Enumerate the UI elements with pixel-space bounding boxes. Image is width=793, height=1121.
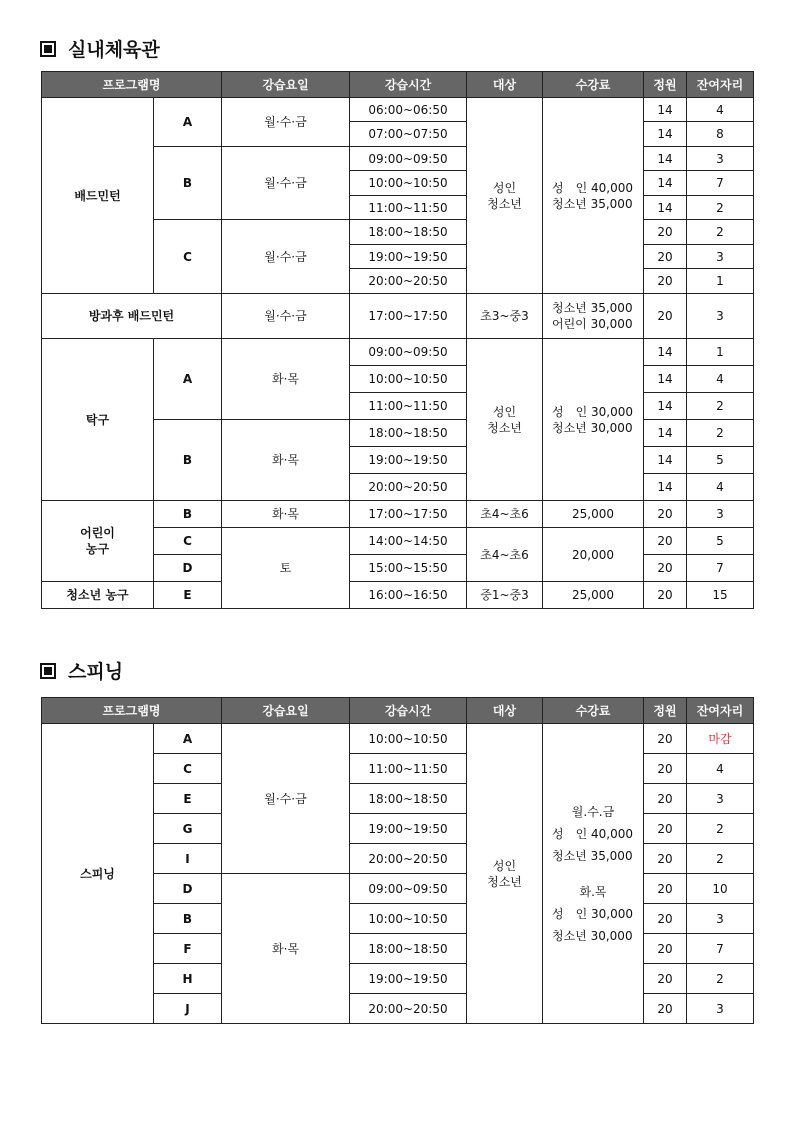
- fee-line: 어린이 30,000: [552, 317, 633, 331]
- section-title-text: 스피닝: [68, 661, 124, 683]
- class-code: J: [154, 994, 222, 1024]
- class-days: 화·목: [222, 339, 350, 420]
- capacity: 20: [644, 784, 687, 814]
- class-time: 19:00~19:50: [350, 245, 467, 269]
- table-row: [42, 98, 754, 122]
- class-code: I: [154, 844, 222, 874]
- class-days: 월·수·금: [222, 98, 350, 147]
- class-time: 18:00~18:50: [350, 784, 467, 814]
- class-time: 20:00~20:50: [350, 994, 467, 1024]
- capacity: 14: [644, 122, 687, 147]
- class-time: 09:00~09:50: [350, 339, 467, 366]
- fee-line: 성 인 40,000: [552, 180, 633, 195]
- table-row: [42, 582, 754, 609]
- target-cell: 초4~초6: [467, 501, 543, 528]
- header-days: 강습요일: [222, 698, 350, 724]
- fee-cell: [543, 98, 644, 294]
- class-time: 07:00~07:50: [350, 122, 467, 147]
- class-code: D: [154, 874, 222, 904]
- class-days: 화·목: [222, 874, 350, 1024]
- target-cell: 초4~초6: [467, 528, 543, 582]
- header-program: 프로그램명: [42, 72, 222, 98]
- remaining: 4: [687, 366, 754, 393]
- class-time: 10:00~10:50: [350, 171, 467, 196]
- program-name-tabletennis: 탁구: [42, 339, 154, 501]
- program-name-teenbasketball: 청소년 농구: [42, 582, 154, 609]
- class-time: 10:00~10:50: [350, 724, 467, 754]
- capacity: 20: [644, 964, 687, 994]
- remaining: 3: [687, 245, 754, 269]
- table-header-row: [42, 72, 754, 98]
- fee-line: 성 인 40,000: [552, 826, 633, 841]
- class-code: E: [154, 784, 222, 814]
- capacity: 20: [644, 994, 687, 1024]
- section-title-indoor: [40, 35, 160, 62]
- class-code: A: [154, 98, 222, 147]
- header-remaining: 잔여자리: [687, 698, 754, 724]
- remaining: 1: [687, 339, 754, 366]
- class-time: 11:00~11:50: [350, 754, 467, 784]
- fee-cell: [543, 339, 644, 501]
- capacity: 20: [644, 528, 687, 555]
- target-line: 청소년: [487, 420, 522, 435]
- remaining: 4: [687, 98, 754, 122]
- header-capacity: 정원: [644, 698, 687, 724]
- class-time: 10:00~10:50: [350, 904, 467, 934]
- class-code: G: [154, 814, 222, 844]
- remaining: 3: [687, 904, 754, 934]
- class-code: C: [154, 754, 222, 784]
- target-cell: [467, 724, 543, 1024]
- class-time: 20:00~20:50: [350, 269, 467, 294]
- class-days: 화·목: [222, 420, 350, 501]
- class-time: 10:00~10:50: [350, 366, 467, 393]
- remaining-closed: 마감: [687, 724, 754, 754]
- class-time: 19:00~19:50: [350, 814, 467, 844]
- capacity: 20: [644, 904, 687, 934]
- target-line: 성인: [492, 180, 517, 195]
- class-code: F: [154, 934, 222, 964]
- target-line: 청소년: [487, 196, 522, 211]
- capacity: 20: [644, 294, 687, 339]
- remaining: 4: [687, 474, 754, 501]
- target-cell: [467, 339, 543, 501]
- fee-line: 화.목: [579, 884, 607, 899]
- class-code: H: [154, 964, 222, 994]
- capacity: 14: [644, 171, 687, 196]
- class-days: 토: [222, 528, 350, 609]
- class-time: 18:00~18:50: [350, 420, 467, 447]
- capacity: 14: [644, 474, 687, 501]
- remaining: 7: [687, 555, 754, 582]
- remaining: 10: [687, 874, 754, 904]
- table-row: [42, 724, 754, 754]
- capacity: 20: [644, 269, 687, 294]
- class-time: 19:00~19:50: [350, 447, 467, 474]
- fee-line: 청소년 35,000: [552, 196, 633, 211]
- fee-line: 청소년 30,000: [552, 928, 633, 943]
- remaining: 4: [687, 754, 754, 784]
- fee-line: 성 인 30,000: [552, 906, 633, 921]
- table-header-row: [42, 698, 754, 724]
- fee-line: 성 인 30,000: [552, 404, 633, 419]
- class-time: 16:00~16:50: [350, 582, 467, 609]
- remaining: 5: [687, 447, 754, 474]
- header-target: 대상: [467, 72, 543, 98]
- capacity: 14: [644, 393, 687, 420]
- table-row: [42, 294, 754, 339]
- header-target: 대상: [467, 698, 543, 724]
- fee-line: 청소년 30,000: [552, 420, 633, 435]
- target-line: 성인: [492, 858, 517, 873]
- remaining: 2: [687, 420, 754, 447]
- remaining: 2: [687, 844, 754, 874]
- remaining: 3: [687, 994, 754, 1024]
- capacity: 14: [644, 339, 687, 366]
- class-code: B: [154, 420, 222, 501]
- indoor-schedule-table: [41, 71, 754, 609]
- capacity: 14: [644, 447, 687, 474]
- class-code: B: [154, 147, 222, 220]
- capacity: 14: [644, 98, 687, 122]
- program-name-afterschool: 방과후 배드민턴: [42, 294, 222, 339]
- target-cell: [467, 98, 543, 294]
- class-time: 18:00~18:50: [350, 220, 467, 245]
- fee-line: 청소년 35,000: [552, 301, 633, 315]
- remaining: 1: [687, 269, 754, 294]
- capacity: 14: [644, 366, 687, 393]
- capacity: 20: [644, 555, 687, 582]
- remaining: 2: [687, 220, 754, 245]
- remaining: 2: [687, 814, 754, 844]
- capacity: 14: [644, 147, 687, 171]
- remaining: 3: [687, 784, 754, 814]
- capacity: 20: [644, 934, 687, 964]
- header-program: 프로그램명: [42, 698, 222, 724]
- filled-square-icon: [40, 663, 56, 679]
- class-time: 17:00~17:50: [350, 294, 467, 339]
- capacity: 20: [644, 724, 687, 754]
- fee-cell: 25,000: [543, 501, 644, 528]
- capacity: 20: [644, 501, 687, 528]
- capacity: 20: [644, 754, 687, 784]
- header-fee: 수강료: [543, 698, 644, 724]
- filled-square-icon: [40, 41, 56, 57]
- target-cell: 중1~중3: [467, 582, 543, 609]
- header-fee: 수강료: [543, 72, 644, 98]
- class-code: B: [154, 501, 222, 528]
- capacity: 20: [644, 220, 687, 245]
- remaining: 2: [687, 964, 754, 994]
- class-time: 18:00~18:50: [350, 934, 467, 964]
- fee-line: 월.수.금: [571, 804, 615, 819]
- capacity: 20: [644, 874, 687, 904]
- class-days: 월·수·금: [222, 147, 350, 220]
- capacity: 20: [644, 582, 687, 609]
- class-time: 20:00~20:50: [350, 474, 467, 501]
- class-code: A: [154, 724, 222, 754]
- class-time: 11:00~11:50: [350, 393, 467, 420]
- table-row: [42, 339, 754, 366]
- class-time: 19:00~19:50: [350, 964, 467, 994]
- class-code: C: [154, 528, 222, 555]
- capacity: 14: [644, 420, 687, 447]
- remaining: 3: [687, 147, 754, 171]
- remaining: 2: [687, 196, 754, 220]
- program-name-spinning: 스피닝: [42, 724, 154, 1024]
- fee-cell: [543, 724, 644, 1024]
- capacity: 20: [644, 844, 687, 874]
- remaining: 5: [687, 528, 754, 555]
- class-time: 15:00~15:50: [350, 555, 467, 582]
- fee-cell: 25,000: [543, 582, 644, 609]
- class-time: 14:00~14:50: [350, 528, 467, 555]
- program-name-line: 농구: [85, 542, 110, 556]
- target-line: 청소년: [487, 874, 522, 889]
- capacity: 14: [644, 196, 687, 220]
- fee-line: 청소년 35,000: [552, 848, 633, 863]
- section-title-spinning: [40, 657, 123, 684]
- program-name-badminton: 배드민턴: [42, 98, 154, 294]
- class-code: C: [154, 220, 222, 294]
- remaining: 3: [687, 294, 754, 339]
- fee-cell: 20,000: [543, 528, 644, 582]
- remaining: 7: [687, 934, 754, 964]
- class-time: 17:00~17:50: [350, 501, 467, 528]
- remaining: 7: [687, 171, 754, 196]
- class-code: B: [154, 904, 222, 934]
- section-title-text: 실내체육관: [68, 39, 160, 61]
- header-remaining: 잔여자리: [687, 72, 754, 98]
- header-days: 강습요일: [222, 72, 350, 98]
- target-cell: 초3~중3: [467, 294, 543, 339]
- capacity: 20: [644, 245, 687, 269]
- capacity: 20: [644, 814, 687, 844]
- target-line: 성인: [492, 404, 517, 419]
- table-row: [42, 501, 754, 528]
- class-code: E: [154, 582, 222, 609]
- remaining: 2: [687, 393, 754, 420]
- class-time: 11:00~11:50: [350, 196, 467, 220]
- class-days: 월·수·금: [222, 294, 350, 339]
- header-time: 강습시간: [350, 72, 467, 98]
- remaining: 15: [687, 582, 754, 609]
- remaining: 3: [687, 501, 754, 528]
- class-code: A: [154, 339, 222, 420]
- class-days: 월·수·금: [222, 220, 350, 294]
- remaining: 8: [687, 122, 754, 147]
- spinning-schedule-table: [41, 697, 754, 1024]
- program-name-kidsbasketball: [42, 501, 154, 582]
- header-capacity: 정원: [644, 72, 687, 98]
- class-time: 06:00~06:50: [350, 98, 467, 122]
- header-time: 강습시간: [350, 698, 467, 724]
- class-time: 09:00~09:50: [350, 874, 467, 904]
- class-code: D: [154, 555, 222, 582]
- class-time: 20:00~20:50: [350, 844, 467, 874]
- class-days: 월·수·금: [222, 724, 350, 874]
- class-time: 09:00~09:50: [350, 147, 467, 171]
- program-name-line: 어린이: [80, 526, 115, 540]
- fee-cell: [543, 294, 644, 339]
- class-days: 화·목: [222, 501, 350, 528]
